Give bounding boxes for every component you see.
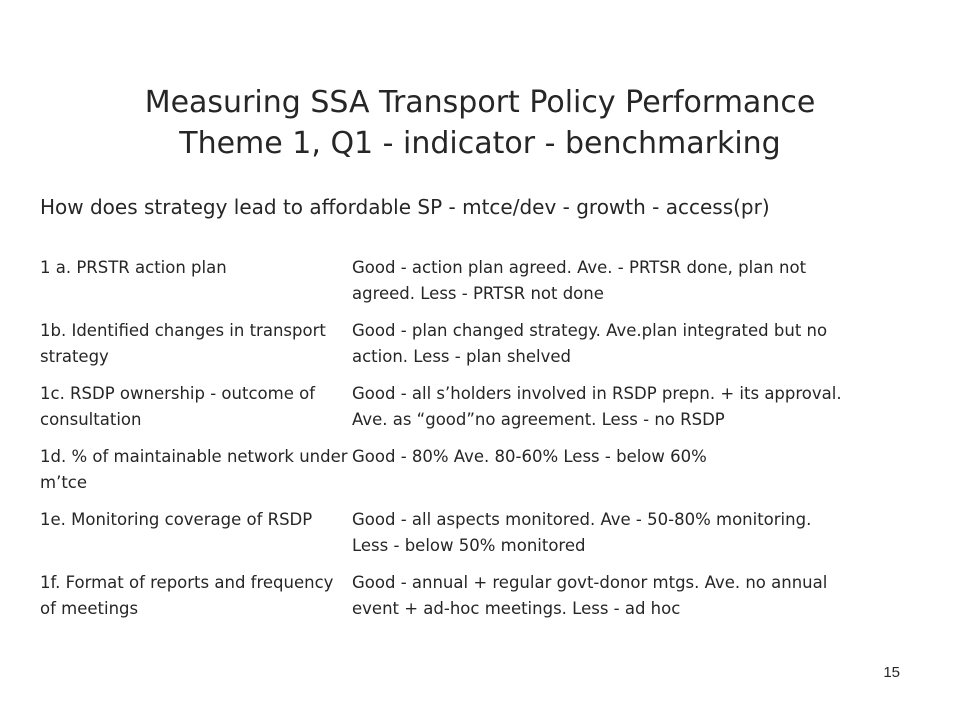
page-number: 15 bbox=[883, 664, 900, 681]
indicator-label: 1e. Monitoring coverage of RSDP bbox=[40, 510, 313, 529]
indicator-label: 1f. Format of reports and frequency of meetings bbox=[40, 573, 334, 618]
indicator-label: 1b. Identified changes in transport strategy bbox=[40, 321, 326, 366]
indicator-benchmark: Good - plan changed strategy. Ave.plan integrated but no action. Less - plan shelved bbox=[352, 321, 828, 366]
slide-title bbox=[60, 82, 900, 164]
indicator-row-1b bbox=[40, 318, 860, 370]
indicator-benchmark: Good - all s’holders involved in RSDP prepn. + its approval. Ave. as “good”no agreement. Less - no RSDP bbox=[352, 384, 842, 429]
indicator-row-1e bbox=[40, 507, 860, 559]
indicator-label: 1 a. PRSTR action plan bbox=[40, 258, 227, 277]
indicator-list bbox=[40, 255, 860, 633]
indicator-row-1a bbox=[40, 255, 860, 307]
indicator-label: 1d. % of maintainable network under m’tce bbox=[40, 447, 348, 492]
indicator-row-1f bbox=[40, 570, 860, 622]
indicator-benchmark: Good - annual + regular govt-donor mtgs. Ave. no annual event + ad-hoc meetings. Less - ad hoc bbox=[352, 573, 828, 618]
title-line-1: Measuring SSA Transport Policy Performance bbox=[144, 85, 816, 120]
indicator-benchmark: Good - 80% Ave. 80-60% Less - below 60% bbox=[352, 447, 707, 466]
indicator-row-1d bbox=[40, 444, 860, 496]
indicator-benchmark: Good - all aspects monitored. Ave - 50-80% monitoring. Less - below 50% monitored bbox=[352, 510, 812, 555]
title-line-2: Theme 1, Q1 - indicator - benchmarking bbox=[179, 126, 781, 161]
indicator-row-1c bbox=[40, 381, 860, 433]
indicator-label: 1c. RSDP ownership - outcome of consultation bbox=[40, 384, 315, 429]
indicator-benchmark: Good - action plan agreed. Ave. - PRTSR done, plan not agreed. Less - PRTSR not done bbox=[352, 258, 807, 303]
slide-subtitle: How does strategy lead to affordable SP - mtce/dev - growth - access(pr) bbox=[40, 195, 770, 219]
